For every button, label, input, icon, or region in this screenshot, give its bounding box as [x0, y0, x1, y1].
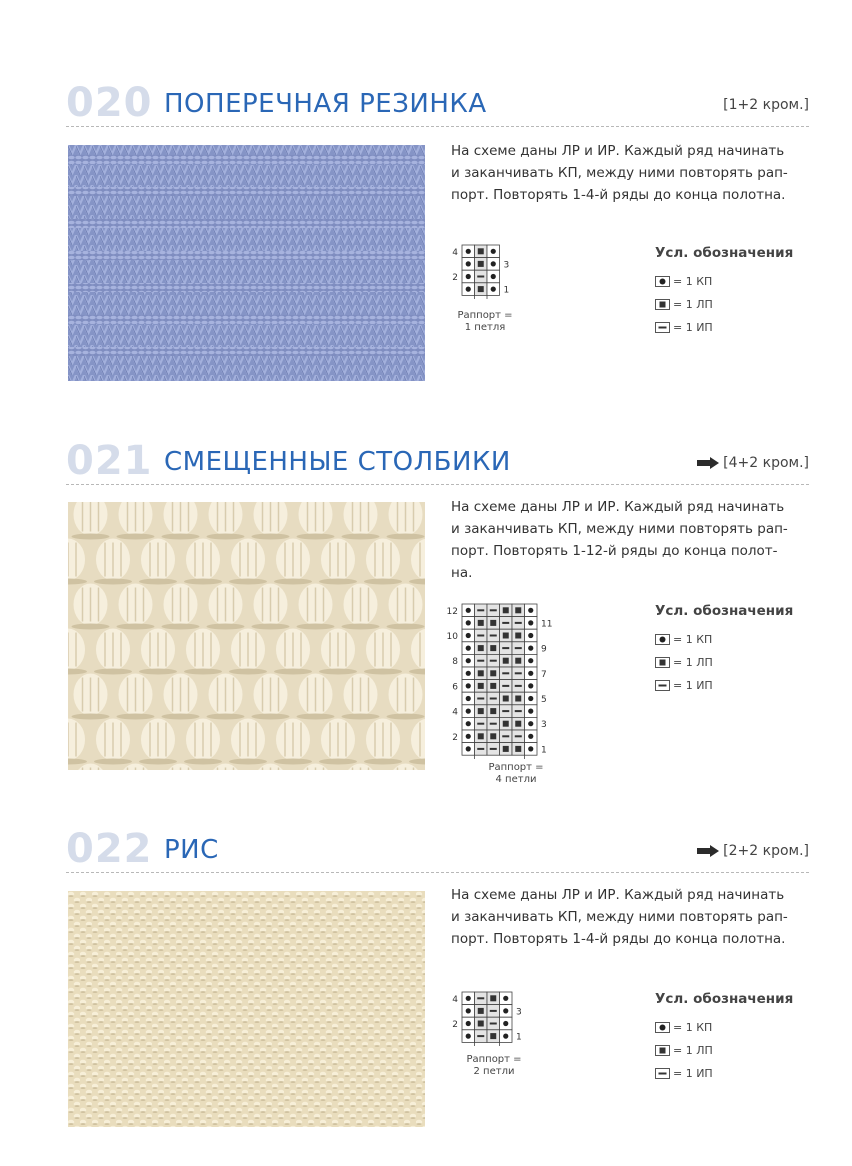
chart-cell	[475, 270, 488, 283]
dash-icon	[490, 635, 497, 637]
square-icon	[503, 633, 509, 639]
chart-cell	[462, 680, 475, 693]
chart-cell	[475, 1005, 488, 1018]
dot-icon	[528, 671, 533, 676]
square-icon	[503, 721, 509, 727]
dot-icon	[528, 696, 533, 701]
chart-cell	[512, 730, 525, 743]
chart-cell	[525, 692, 538, 705]
row-label: 3	[516, 1007, 522, 1018]
row-label: 4	[452, 994, 458, 1005]
chart-cell	[525, 617, 538, 630]
dot-icon	[491, 274, 496, 279]
dashed-divider	[66, 126, 809, 127]
chart-cell	[500, 680, 513, 693]
row-label: 4	[452, 247, 458, 258]
square-icon	[478, 261, 484, 267]
square-icon	[490, 1033, 496, 1039]
dash-icon	[502, 735, 509, 737]
legend-title: Усл. обозначения	[655, 603, 794, 619]
chart-cell	[462, 717, 475, 730]
dash-icon	[490, 723, 497, 725]
dash-icon	[515, 647, 522, 649]
dot-icon	[466, 709, 471, 714]
chart-cell	[475, 245, 488, 258]
dash-icon	[655, 322, 670, 333]
chart-cell	[462, 1030, 475, 1043]
chart-cell	[475, 604, 488, 617]
square-icon	[503, 696, 509, 702]
square-icon	[503, 746, 509, 752]
dash-icon	[490, 1023, 497, 1025]
pattern-description: На схеме даны ЛР и ИР. Каждый ряд начинать и заканчивать КП, между ними повторять рап- порт. Повторять 1-12-й ряды до конца полот- на.	[451, 499, 788, 581]
legend-purl: = 1 ИП	[655, 316, 815, 339]
chart-cell	[500, 654, 513, 667]
dot-icon	[466, 274, 471, 279]
square-icon	[490, 670, 496, 676]
dot-icon	[655, 1022, 670, 1033]
dot-icon	[466, 721, 471, 726]
chart-cell	[462, 743, 475, 756]
chart-cell	[487, 680, 500, 693]
square-icon	[515, 696, 521, 702]
dot-icon	[466, 1008, 471, 1013]
square-icon	[515, 746, 521, 752]
chart-cell	[487, 629, 500, 642]
dash-icon	[515, 710, 522, 712]
pattern-title: РИС	[164, 835, 219, 865]
square-icon	[490, 683, 496, 689]
dot-icon	[491, 249, 496, 254]
chart-cell	[525, 667, 538, 680]
chart-cell	[475, 992, 488, 1005]
row-label: 9	[541, 644, 547, 655]
chart-cell	[487, 1030, 500, 1043]
chart-cell	[487, 1017, 500, 1030]
chart-cell	[475, 730, 488, 743]
dash-icon	[477, 609, 484, 611]
dot-icon	[466, 261, 471, 266]
square-icon	[655, 1045, 670, 1056]
edge-stitches-label: [1+2 кром.]	[723, 97, 809, 113]
legend-face: = 1 ЛП	[655, 1039, 815, 1062]
chart-cell	[462, 258, 475, 271]
edge-stitches-label: [4+2 кром.]	[697, 454, 809, 472]
chart-cell	[500, 992, 513, 1005]
pattern-description: На схеме даны ЛР и ИР. Каждый ряд начинать и заканчивать КП, между ними повторять рап- порт. Повторять 1-4-й ряды до конца полотна.	[451, 143, 788, 203]
chart-cell	[487, 705, 500, 718]
square-icon	[478, 1021, 484, 1027]
chart-cell	[487, 283, 500, 296]
chart-cell	[500, 705, 513, 718]
dash-icon	[490, 660, 497, 662]
square-icon	[478, 645, 484, 651]
row-label: 12	[446, 606, 458, 617]
row-label: 2	[452, 1020, 458, 1030]
arrow-right-icon	[697, 457, 719, 469]
chart-cell	[462, 617, 475, 630]
arrow-right-icon	[697, 845, 719, 857]
dash-icon	[502, 685, 509, 687]
chart-cell	[500, 1030, 513, 1043]
legend-face: = 1 ЛП	[655, 293, 815, 316]
pattern-header	[66, 826, 809, 876]
chart-cell	[487, 245, 500, 258]
chart-cell	[512, 692, 525, 705]
chart-cell	[475, 1030, 488, 1043]
dash-icon	[490, 609, 497, 611]
dot-icon	[466, 996, 471, 1001]
dashed-divider	[66, 872, 809, 873]
dash-icon	[477, 723, 484, 725]
chart-cell	[462, 705, 475, 718]
chart-cell	[487, 717, 500, 730]
dot-icon	[655, 634, 670, 645]
dot-icon	[528, 734, 533, 739]
pattern-header	[66, 80, 809, 130]
legend-face: = 1 ЛП	[655, 651, 815, 674]
pattern-header	[66, 438, 809, 488]
square-icon	[503, 658, 509, 664]
chart-cell	[500, 642, 513, 655]
dot-icon	[466, 608, 471, 613]
dot-icon	[491, 261, 496, 266]
chart-cell	[462, 692, 475, 705]
chart-cell	[462, 667, 475, 680]
dash-icon	[655, 1068, 670, 1079]
row-label: 2	[452, 273, 458, 283]
dash-icon	[515, 622, 522, 624]
chart-cell	[462, 1005, 475, 1018]
chart-cell	[525, 604, 538, 617]
chart-cell	[500, 692, 513, 705]
chart-cell	[462, 654, 475, 667]
dot-icon	[503, 1021, 508, 1026]
square-icon	[478, 733, 484, 739]
dash-icon	[477, 276, 484, 278]
legend-purl: = 1 ИП	[655, 1062, 815, 1085]
chart-cell	[487, 258, 500, 271]
dash-icon	[490, 698, 497, 700]
chart-cell	[487, 667, 500, 680]
dot-icon	[466, 683, 471, 688]
dash-icon	[515, 685, 522, 687]
square-icon	[478, 620, 484, 626]
chart-cell	[475, 743, 488, 756]
square-icon	[478, 248, 484, 254]
rapport-label: Раппорт = 2 петли	[466, 1054, 522, 1077]
square-icon	[655, 657, 670, 668]
legend	[655, 602, 815, 697]
rapport-label: Раппорт = 4 петли	[488, 762, 544, 785]
chart-cell	[500, 1017, 513, 1030]
chart-cell	[500, 629, 513, 642]
chart-cell	[500, 743, 513, 756]
square-icon	[655, 299, 670, 310]
chart-cell	[462, 642, 475, 655]
row-label: 4	[452, 707, 458, 718]
square-icon	[490, 620, 496, 626]
pattern-number: 022	[66, 826, 153, 872]
chart-cell	[475, 642, 488, 655]
dot-icon	[503, 996, 508, 1001]
chart-cell	[512, 604, 525, 617]
chart-cell	[487, 617, 500, 630]
legend-purl: = 1 ИП	[655, 674, 815, 697]
chart-cell	[475, 1017, 488, 1030]
chart-cell	[487, 692, 500, 705]
dot-icon	[528, 658, 533, 663]
square-icon	[490, 645, 496, 651]
square-icon	[478, 670, 484, 676]
chart-cell	[487, 654, 500, 667]
dash-icon	[502, 710, 509, 712]
chart-cell	[487, 642, 500, 655]
chart-cell	[512, 680, 525, 693]
chart-cell	[525, 642, 538, 655]
chart-cell	[487, 270, 500, 283]
legend-knit: = 1 КП	[655, 628, 815, 651]
chart-cell	[462, 604, 475, 617]
square-icon	[478, 286, 484, 292]
chart-cell	[475, 680, 488, 693]
pattern-title: СМЕЩЕННЫЕ СТОЛБИКИ	[164, 447, 511, 477]
row-label: 3	[503, 260, 510, 271]
chart-cell	[500, 1005, 513, 1018]
row-label: 11	[541, 619, 553, 630]
chart-cell	[462, 730, 475, 743]
row-label: 2	[452, 732, 458, 743]
dash-icon	[490, 748, 497, 750]
dot-icon	[528, 620, 533, 625]
chart-cell	[462, 992, 475, 1005]
square-icon	[490, 733, 496, 739]
dot-icon	[655, 276, 670, 287]
dash-icon	[477, 748, 484, 750]
chart-cell	[475, 667, 488, 680]
dashed-divider	[66, 484, 809, 485]
chart-cell	[500, 730, 513, 743]
chart-cell	[525, 717, 538, 730]
rapport-label: Раппорт = 1 петля	[457, 310, 513, 333]
chart-cell	[525, 743, 538, 756]
square-icon	[478, 683, 484, 689]
square-icon	[503, 607, 509, 613]
dash-icon	[477, 660, 484, 662]
row-label: 6	[452, 682, 458, 693]
chart-cell	[487, 730, 500, 743]
dot-icon	[503, 1034, 508, 1039]
square-icon	[515, 607, 521, 613]
dot-icon	[466, 658, 471, 663]
chart-cell	[475, 258, 488, 271]
legend	[655, 244, 815, 339]
pattern-title: ПОПЕРЕЧНАЯ РЕЗИНКА	[164, 89, 487, 119]
dot-icon	[466, 671, 471, 676]
legend	[655, 990, 815, 1085]
pattern-number: 020	[66, 80, 153, 126]
chart-cell	[487, 992, 500, 1005]
stitch-chart	[446, 991, 534, 1050]
knit-photo-rice-stitch	[68, 891, 425, 1127]
stitch-chart	[446, 244, 522, 303]
row-label: 8	[452, 657, 458, 668]
dot-icon	[528, 683, 533, 688]
row-label: 1	[516, 1032, 522, 1043]
chart-cell	[525, 680, 538, 693]
chart-cell	[512, 717, 525, 730]
chart-cell	[500, 667, 513, 680]
edge-stitches-label: [2+2 кром.]	[697, 842, 809, 860]
dot-icon	[466, 1034, 471, 1039]
chart-cell	[512, 667, 525, 680]
square-icon	[478, 1008, 484, 1014]
dot-icon	[528, 746, 533, 751]
chart-cell	[512, 629, 525, 642]
dot-icon	[528, 721, 533, 726]
row-label: 3	[541, 720, 547, 731]
chart-cell	[500, 617, 513, 630]
row-label: 10	[446, 632, 458, 642]
chart-cell	[512, 654, 525, 667]
dash-icon	[490, 1010, 497, 1012]
chart-cell	[487, 604, 500, 617]
dash-icon	[502, 647, 509, 649]
dot-icon	[466, 287, 471, 292]
square-icon	[478, 708, 484, 714]
dot-icon	[466, 734, 471, 739]
chart-cell	[475, 283, 488, 296]
square-icon	[515, 721, 521, 727]
chart-cell	[512, 705, 525, 718]
legend-knit: = 1 КП	[655, 270, 815, 293]
square-icon	[515, 633, 521, 639]
chart-cell	[525, 654, 538, 667]
row-label: 1	[503, 285, 510, 296]
chart-cell	[475, 692, 488, 705]
dot-icon	[466, 646, 471, 651]
dot-icon	[466, 620, 471, 625]
pattern-description: На схеме даны ЛР и ИР. Каждый ряд начинать и заканчивать КП, между ними повторять рап- порт. Повторять 1-4-й ряды до конца полотна.	[451, 887, 788, 947]
dot-icon	[528, 633, 533, 638]
dot-icon	[466, 696, 471, 701]
pattern-number: 021	[66, 438, 153, 484]
square-icon	[490, 708, 496, 714]
chart-cell	[475, 654, 488, 667]
knit-photo-horizontal-rib	[68, 145, 425, 381]
dot-icon	[466, 633, 471, 638]
dash-icon	[515, 672, 522, 674]
chart-cell	[487, 743, 500, 756]
chart-cell	[512, 642, 525, 655]
dash-icon	[502, 672, 509, 674]
chart-cell	[475, 629, 488, 642]
dot-icon	[466, 1021, 471, 1026]
dot-icon	[528, 608, 533, 613]
dash-icon	[477, 1035, 484, 1037]
row-label: 7	[541, 669, 547, 680]
chart-cell	[462, 245, 475, 258]
dot-icon	[528, 646, 533, 651]
dash-icon	[477, 635, 484, 637]
dash-icon	[477, 997, 484, 999]
chart-cell	[462, 629, 475, 642]
chart-cell	[512, 617, 525, 630]
dash-icon	[477, 698, 484, 700]
square-icon	[490, 995, 496, 1001]
dot-icon	[466, 746, 471, 751]
chart-cell	[487, 1005, 500, 1018]
stitch-chart	[446, 603, 559, 763]
dot-icon	[503, 1008, 508, 1013]
dash-icon	[515, 735, 522, 737]
chart-cell	[462, 1017, 475, 1030]
legend-title: Усл. обозначения	[655, 991, 794, 1007]
chart-cell	[462, 283, 475, 296]
chart-cell	[525, 705, 538, 718]
chart-cell	[475, 705, 488, 718]
chart-cell	[500, 604, 513, 617]
chart-cell	[500, 717, 513, 730]
chart-cell	[462, 270, 475, 283]
dash-icon	[502, 622, 509, 624]
row-label: 1	[541, 745, 547, 756]
knit-photo-offset-columns	[68, 502, 425, 770]
chart-cell	[475, 617, 488, 630]
dot-icon	[528, 709, 533, 714]
square-icon	[515, 658, 521, 664]
dash-icon	[655, 680, 670, 691]
dot-icon	[466, 249, 471, 254]
chart-cell	[525, 629, 538, 642]
legend-title: Усл. обозначения	[655, 245, 794, 261]
row-label: 5	[541, 695, 547, 705]
dot-icon	[491, 287, 496, 292]
chart-cell	[475, 717, 488, 730]
legend-knit: = 1 КП	[655, 1016, 815, 1039]
chart-cell	[525, 730, 538, 743]
chart-cell	[512, 743, 525, 756]
